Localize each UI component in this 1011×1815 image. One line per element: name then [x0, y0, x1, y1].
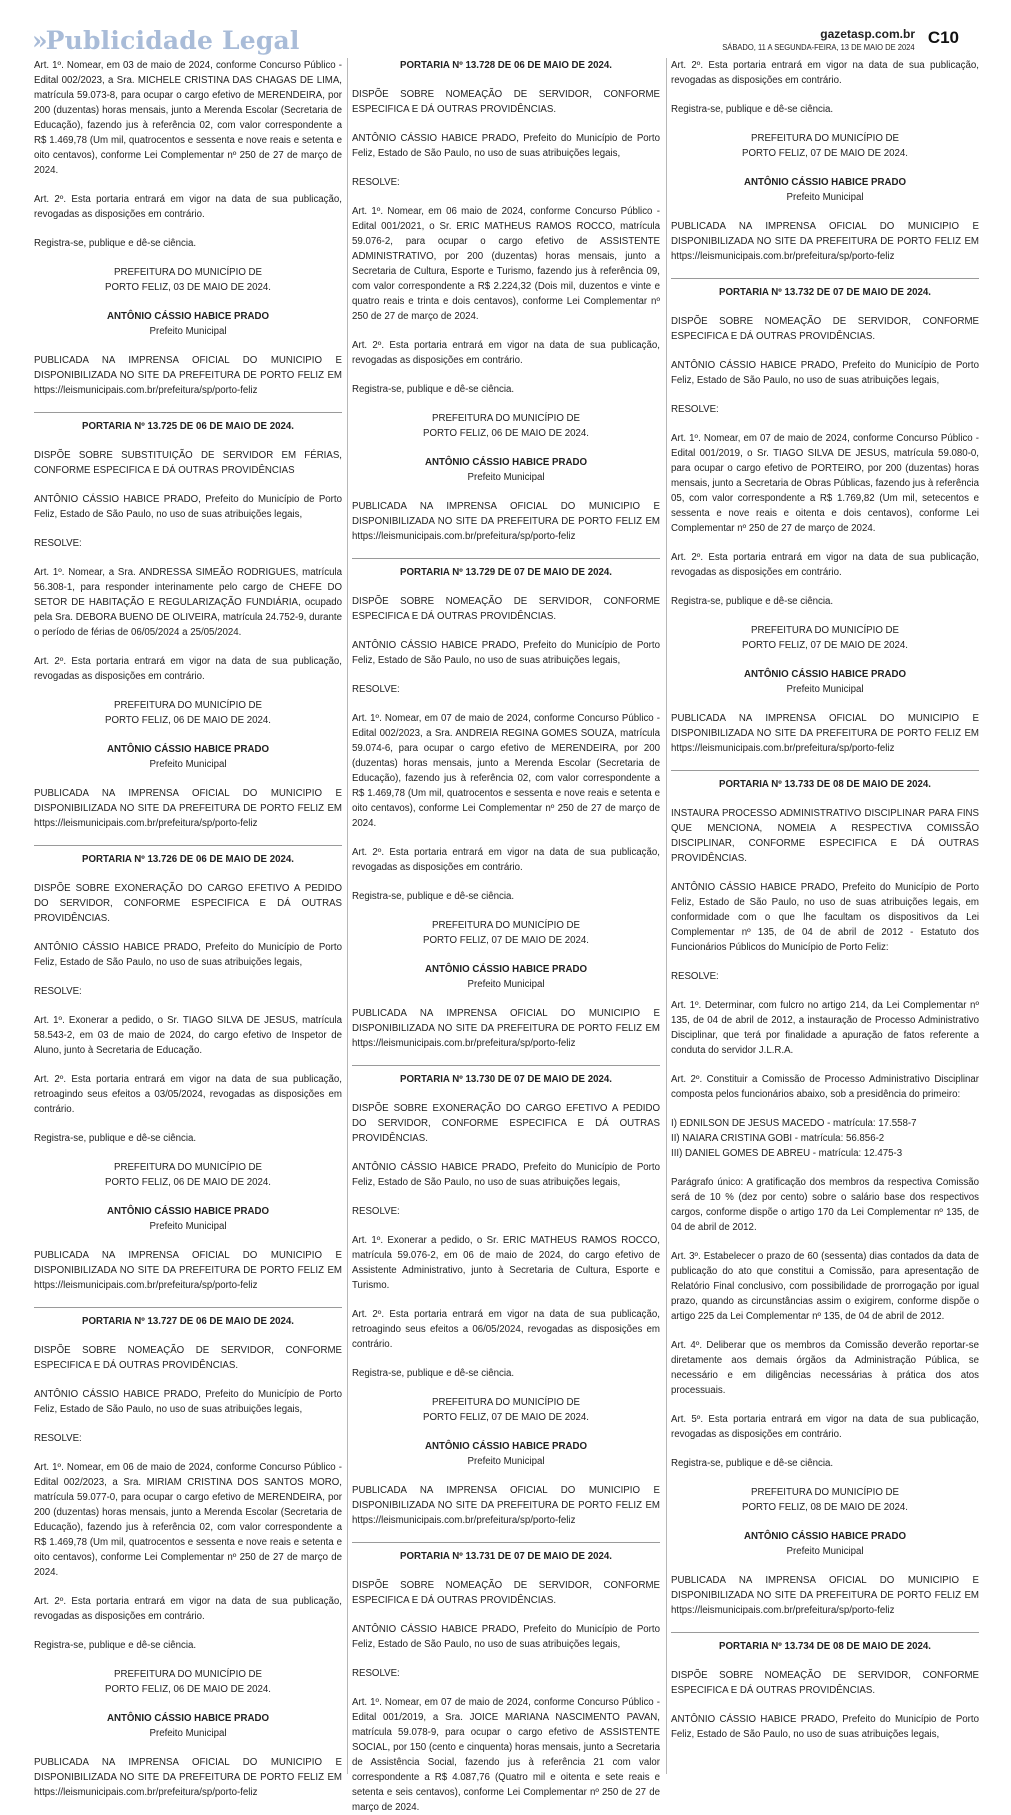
paragraph: Parágrafo único: A gratificação dos membros da respectiva Comissão será de 10 % (dez por cento) sobre o salário base dos respectivos cargos, conforme dispõe o artigo 170 da Lei Complementar nº 135, de 04 de abril de 2012. [671, 1177, 979, 1233]
paragraph: Art. 2º. Esta portaria entrará em vigor na data de sua publicação, revogadas as disposições em contrário. [352, 847, 660, 873]
signatory-name: ANTÔNIO CÁSSIO HABICE PRADO [743, 669, 906, 680]
paragraph: RESOLVE: [352, 1206, 400, 1217]
signatory-name: ANTÔNIO CÁSSIO HABICE PRADO [743, 1531, 906, 1542]
paragraph: Art. 1º. Nomear, em 07 de maio de 2024, conforme Concurso Público - Edital 001/2019, a Sra. JOICE MARIANA NASCIMENTO PAVAN, matrícula 59.078-9, para ocupar o cargo efetivo de ASSISTENTE SOCIAL, por 150 (cento e cinquenta) horas mensais, junto a Secretaria de Assistência Social, fazendo jus à referência 21 com valor correspondente a R$ 4.087,76 (Quatro mil e oitenta e sete reais e setenta e seis centavos), conforme Lei Complementar nº 250 de 27 de março de 2024. [352, 1697, 660, 1813]
portaria-heading: PORTARIA Nº 13.730 DE 07 DE MAIO DE 2024. [352, 1065, 660, 1087]
paragraph: ANTÔNIO CÁSSIO HABICE PRADO, Prefeito do Município de Porto Feliz, Estado de São Paulo, no uso de suas atribuições legais, [671, 1714, 979, 1740]
signatory-name: ANTÔNIO CÁSSIO HABICE PRADO [424, 1441, 587, 1452]
paragraph: PUBLICADA NA IMPRENSA OFICIAL DO MUNICIPIO E DISPONIBILIZADA NO SITE DA PREFEITURA DE PORTO FELIZ EM https://leismunicipais.com.br/prefeitura/sp/porto-feliz [671, 713, 979, 754]
signatory-name: ANTÔNIO CÁSSIO HABICE PRADO [106, 311, 269, 322]
paragraph: DISPÕE SOBRE NOMEAÇÃO DE SERVIDOR, CONFORME ESPECIFICA E DÁ OUTRAS PROVIDÊNCIAS. [34, 1345, 342, 1371]
paragraph: RESOLVE: [34, 986, 82, 997]
article-columns [34, 58, 980, 1813]
paragraph: RESOLVE: [352, 177, 400, 188]
paragraph: RESOLVE: [352, 684, 400, 695]
column-2 [352, 58, 660, 1813]
signature-place-date: PREFEITURA DO MUNICÍPIO DE PORTO FELIZ, 07 DE MAIO DE 2024. [741, 625, 908, 651]
column-divider [347, 58, 348, 1774]
page-number: C10 [927, 28, 959, 47]
paragraph: Registra-se, publique e dê-se ciência. [671, 1458, 834, 1469]
paragraph: INSTAURA PROCESSO ADMINISTRATIVO DISCIPLINAR PARA FINS QUE MENCIONA, NOMEIA A RESPECTIVA COMISSÃO DISCIPLINAR, CONFORME ESPECIFICA E DÁ OUTRAS PROVIDÊNCIAS. [671, 808, 979, 864]
signature-place-date: PREFEITURA DO MUNICÍPIO DE PORTO FELIZ, 06 DE MAIO DE 2024. [104, 1669, 271, 1695]
paragraph: Art. 4º. Deliberar que os membros da Comissão deverão reportar-se diretamente aos demais órgãos da Administração Pública, se necessário e em diligências necessárias à prática dos atos processuais. [671, 1340, 979, 1396]
edition-date: SÁBADO, 11 A SEGUNDA-FEIRA, 13 DE MAIO DE 2024 [722, 42, 915, 52]
column-1 [34, 58, 342, 1798]
signatory-title: Prefeito Municipal [149, 759, 227, 770]
paragraph: PUBLICADA NA IMPRENSA OFICIAL DO MUNICIPIO E DISPONIBILIZADA NO SITE DA PREFEITURA DE PORTO FELIZ EM https://leismunicipais.com.br/prefeitura/sp/porto-feliz [34, 1757, 342, 1798]
paragraph: DISPÕE SOBRE NOMEAÇÃO DE SERVIDOR, CONFORME ESPECIFICA E DÁ OUTRAS PROVIDÊNCIAS. [352, 1580, 660, 1606]
signatory-name: ANTÔNIO CÁSSIO HABICE PRADO [106, 1713, 269, 1724]
signatory-title: Prefeito Municipal [467, 979, 545, 990]
portaria-heading: PORTARIA Nº 13.733 DE 08 DE MAIO DE 2024. [671, 770, 979, 792]
paragraph: Art. 1º. Exonerar a pedido, o Sr. TIAGO SILVA DE JESUS, matrícula 58.543-2, em 03 de maio de 2024, do cargo efetivo de Inspetor de Aluno, junto à Secretaria de Educação. [34, 1015, 342, 1056]
signature-place-date: PREFEITURA DO MUNICÍPIO DE PORTO FELIZ, 08 DE MAIO DE 2024. [741, 1487, 908, 1513]
paragraph: Art. 1º. Nomear, em 07 de maio de 2024, conforme Concurso Público - Edital 002/2023, a Sra. ANDREIA REGINA GOMES SOUZA, matrícula 59.074-6, para ocupar o cargo efetivo de MERENDEIRA, por 200 (duzentas) horas mensais, junto a Merenda Escolar (Secretaria de Educação), fazendo jus à referência 02, com valor correspondente a R$ 1.469,78 (Um mil, quatrocentos e sessenta e nove reais e setenta e oito centavos), conforme Lei Complementar nº 250 de 27 de março de 2024. [352, 713, 660, 829]
paragraph: PUBLICADA NA IMPRENSA OFICIAL DO MUNICIPIO E DISPONIBILIZADA NO SITE DA PREFEITURA DE PORTO FELIZ EM https://leismunicipais.com.br/prefeitura/sp/porto-feliz [34, 788, 342, 829]
paragraph: PUBLICADA NA IMPRENSA OFICIAL DO MUNICIPIO E DISPONIBILIZADA NO SITE DA PREFEITURA DE PORTO FELIZ EM https://leismunicipais.com.br/prefeitura/sp/porto-feliz [671, 221, 979, 262]
list-item: III) DANIEL GOMES DE ABREU - matrícula: 12.475-3 [671, 1148, 903, 1159]
signature-place-date: PREFEITURA DO MUNICÍPIO DE PORTO FELIZ, 03 DE MAIO DE 2024. [104, 267, 271, 293]
paragraph: DISPÕE SOBRE NOMEAÇÃO DE SERVIDOR, CONFORME ESPECIFICA E DÁ OUTRAS PROVIDÊNCIAS. [352, 89, 660, 115]
signatory-name: ANTÔNIO CÁSSIO HABICE PRADO [106, 744, 269, 755]
signatory-name: ANTÔNIO CÁSSIO HABICE PRADO [424, 964, 587, 975]
paragraph: ANTÔNIO CÁSSIO HABICE PRADO, Prefeito do Município de Porto Feliz, Estado de São Paulo, no uso de suas atribuições legais, [34, 494, 342, 520]
paragraph: Art. 2º. Esta portaria entrará em vigor na data de sua publicação, revogadas as disposições em contrário. [671, 552, 979, 578]
paragraph: Art. 5º. Esta portaria entrará em vigor na data de sua publicação, revogadas as disposições em contrário. [671, 1414, 979, 1440]
paragraph: Art. 2º. Esta portaria entrará em vigor na data de sua publicação, revogadas as disposições em contrário. [671, 60, 979, 86]
signatory-title: Prefeito Municipal [149, 1221, 227, 1232]
signature-place-date: PREFEITURA DO MUNICÍPIO DE PORTO FELIZ, 07 DE MAIO DE 2024. [741, 133, 908, 159]
portaria-heading: PORTARIA Nº 13.734 DE 08 DE MAIO DE 2024. [671, 1632, 979, 1654]
column-divider [666, 58, 667, 1774]
paragraph: PUBLICADA NA IMPRENSA OFICIAL DO MUNICIPIO E DISPONIBILIZADA NO SITE DA PREFEITURA DE PORTO FELIZ EM https://leismunicipais.com.br/prefeitura/sp/porto-feliz [352, 1485, 660, 1526]
signatory-title: Prefeito Municipal [149, 326, 227, 337]
portaria-heading: PORTARIA Nº 13.725 DE 06 DE MAIO DE 2024. [34, 412, 342, 434]
paragraph: Art. 2º. Esta portaria entrará em vigor na data de sua publicação, revogadas as disposições em contrário. [352, 340, 660, 366]
paragraph: Art. 1º. Nomear, em 03 de maio de 2024, conforme Concurso Público - Edital 002/2023, a Sra. MICHELE CRISTINA DAS CHAGAS DE LIMA, matrícula 59.073-8, para ocupar o cargo efetivo de MERENDEIRA, por 200 (duzentas) horas mensais, junto a Merenda Escolar (Secretaria de Educação), fazendo jus à referência 02, com valor correspondente a R$ 1.469,78 (Um mil, quatrocentos e sessenta e nove reais e setenta e oito centavos), conforme Lei Complementar nº 250 de 27 de março de 2024. [34, 60, 342, 176]
paragraph: ANTÔNIO CÁSSIO HABICE PRADO, Prefeito do Município de Porto Feliz, Estado de São Paulo, no uso de suas atribuições legais, [352, 640, 660, 666]
paragraph: PUBLICADA NA IMPRENSA OFICIAL DO MUNICIPIO E DISPONIBILIZADA NO SITE DA PREFEITURA DE PORTO FELIZ EM https://leismunicipais.com.br/prefeitura/sp/porto-feliz [352, 501, 660, 542]
signatory-title: Prefeito Municipal [467, 1456, 545, 1467]
paragraph: Art. 2º. Esta portaria entrará em vigor na data de sua publicação, revogadas as disposições em contrário. [34, 656, 342, 682]
paragraph: Art. 1º. Exonerar a pedido, o Sr. ERIC MATHEUS RAMOS ROCCO, matrícula 59.076-2, em 06 de maio de 2024, do cargo efetivo de Assistente Administrativo, junto à Secretaria de Cultura, Esporte e Turismo. [352, 1235, 660, 1291]
portaria-heading: PORTARIA Nº 13.731 DE 07 DE MAIO DE 2024. [352, 1542, 660, 1564]
paragraph: Registra-se, publique e dê-se ciência. [34, 1133, 197, 1144]
signatory-title: Prefeito Municipal [149, 1728, 227, 1739]
column-3 [671, 58, 979, 1774]
paragraph: Registra-se, publique e dê-se ciência. [352, 891, 515, 902]
signature-place-date: PREFEITURA DO MUNICÍPIO DE PORTO FELIZ, 07 DE MAIO DE 2024. [422, 1397, 589, 1423]
paragraph: Art. 2º. Esta portaria entrará em vigor na data de sua publicação, retroagindo seus efeitos a 03/05/2024, revogadas as disposições em contrário. [34, 1074, 342, 1115]
signatory-name: ANTÔNIO CÁSSIO HABICE PRADO [106, 1206, 269, 1217]
paragraph: Registra-se, publique e dê-se ciência. [352, 1368, 515, 1379]
paragraph: Registra-se, publique e dê-se ciência. [671, 104, 834, 115]
paragraph: Registra-se, publique e dê-se ciência. [352, 384, 515, 395]
paragraph: DISPÕE SOBRE EXONERAÇÃO DO CARGO EFETIVO A PEDIDO DO SERVIDOR, CONFORME ESPECIFICA E DÁ OUTRAS PROVIDÊNCIAS. [34, 883, 342, 924]
paragraph: ANTÔNIO CÁSSIO HABICE PRADO, Prefeito do Município de Porto Feliz, Estado de São Paulo, no uso de suas atribuições legais, [34, 1389, 342, 1415]
paragraph: Registra-se, publique e dê-se ciência. [34, 238, 197, 249]
paragraph: DISPÕE SOBRE SUBSTITUIÇÃO DE SERVIDOR EM FÉRIAS, CONFORME ESPECIFICA E DÁ OUTRAS PROVIDÊNCIAS [34, 450, 342, 476]
paragraph: PUBLICADA NA IMPRENSA OFICIAL DO MUNICIPIO E DISPONIBILIZADA NO SITE DA PREFEITURA DE PORTO FELIZ EM https://leismunicipais.com.br/prefeitura/sp/porto-feliz [671, 1575, 979, 1616]
paragraph: Registra-se, publique e dê-se ciência. [671, 596, 834, 607]
commission-members-list [671, 1116, 979, 1161]
paragraph: RESOLVE: [352, 1668, 400, 1679]
portaria-heading: PORTARIA Nº 13.727 DE 06 DE MAIO DE 2024. [34, 1307, 342, 1329]
paragraph: DISPÕE SOBRE NOMEAÇÃO DE SERVIDOR, CONFORME ESPECIFICA E DÁ OUTRAS PROVIDÊNCIAS. [671, 1670, 979, 1696]
paragraph: PUBLICADA NA IMPRENSA OFICIAL DO MUNICIPIO E DISPONIBILIZADA NO SITE DA PREFEITURA DE PORTO FELIZ EM https://leismunicipais.com.br/prefeitura/sp/porto-feliz [352, 1008, 660, 1049]
signatory-title: Prefeito Municipal [786, 684, 864, 695]
signatory-name: ANTÔNIO CÁSSIO HABICE PRADO [743, 177, 906, 188]
paragraph: Art. 2º. Constituir a Comissão de Processo Administrativo Disciplinar composta pelos funcionários abaixo, sob a presidência do primeiro: [671, 1074, 979, 1100]
paragraph: PUBLICADA NA IMPRENSA OFICIAL DO MUNICIPIO E DISPONIBILIZADA NO SITE DA PREFEITURA DE PORTO FELIZ EM https://leismunicipais.com.br/prefeitura/sp/porto-feliz [34, 355, 342, 396]
signature-place-date: PREFEITURA DO MUNICÍPIO DE PORTO FELIZ, 06 DE MAIO DE 2024. [104, 1162, 271, 1188]
paragraph: DISPÕE SOBRE EXONERAÇÃO DO CARGO EFETIVO A PEDIDO DO SERVIDOR, CONFORME ESPECIFICA E DÁ OUTRAS PROVIDÊNCIAS. [352, 1103, 660, 1144]
paragraph: Art. 2º. Esta portaria entrará em vigor na data de sua publicação, revogadas as disposições em contrário. [34, 194, 342, 220]
paragraph: ANTÔNIO CÁSSIO HABICE PRADO, Prefeito do Município de Porto Feliz, Estado de São Paulo, no uso de suas atribuições legais, [671, 360, 979, 386]
paragraph: Registra-se, publique e dê-se ciência. [34, 1640, 197, 1651]
portaria-heading: PORTARIA Nº 13.726 DE 06 DE MAIO DE 2024. [34, 845, 342, 867]
paragraph: Art. 1º. Nomear, em 06 maio de 2024, conforme Concurso Público - Edital 001/2021, o Sr. ERIC MATHEUS RAMOS ROCCO, matrícula 59.076-2, para ocupar o cargo efetivo de ASSISTENTE ADMINISTRATIVO, por 200 (duzentas) horas mensais, junto a Secretaria de Cultura, Esporte e Turismo, fazendo jus à referência 09, com valor correspondente a R$ 2.224,32 (Dois mil, duzentos e vinte e quatro reais e trinta e dois centavos), conforme Lei Complementar nº 250 de 27 de março de 2024. [352, 206, 660, 322]
portaria-heading: PORTARIA Nº 13.729 DE 07 DE MAIO DE 2024. [352, 558, 660, 580]
paragraph: ANTÔNIO CÁSSIO HABICE PRADO, Prefeito do Município de Porto Feliz, Estado de São Paulo, no uso de suas atribuições legais, [352, 133, 660, 159]
signature-place-date: PREFEITURA DO MUNICÍPIO DE PORTO FELIZ, 06 DE MAIO DE 2024. [422, 413, 589, 439]
paragraph: RESOLVE: [34, 1433, 82, 1444]
paragraph: ANTÔNIO CÁSSIO HABICE PRADO, Prefeito do Município de Porto Feliz, Estado de São Paulo, no uso de suas atribuições legais, [34, 942, 342, 968]
paragraph: DISPÕE SOBRE NOMEAÇÃO DE SERVIDOR, CONFORME ESPECIFICA E DÁ OUTRAS PROVIDÊNCIAS. [352, 596, 660, 622]
section-title-text: Publicidade Legal [45, 26, 300, 55]
paragraph: Art. 1º. Nomear, em 07 de maio de 2024, conforme Concurso Público - Edital 001/2019, o Sr. TIAGO SILVA DE JESUS, matrícula 59.080-0, para ocupar o cargo efetivo de PORTEIRO, por 200 (duzentas) horas mensais, junto a Secretaria de Obras Públicas, fazendo jus à referência 05, com valor correspondente a R$ 1.769,82 (Um mil, setecentos e sessenta e nove reais e oitenta e dois centavos), conforme Lei Complementar nº 250 de 27 de março de 2024. [671, 433, 980, 534]
paragraph: ANTÔNIO CÁSSIO HABICE PRADO, Prefeito do Município de Porto Feliz, Estado de São Paulo, no uso de suas atribuições legais, [352, 1624, 660, 1650]
paragraph: RESOLVE: [34, 538, 82, 549]
paragraph: RESOLVE: [671, 404, 719, 415]
signatory-title: Prefeito Municipal [467, 472, 545, 483]
site-url: gazetasp.com.br [820, 27, 915, 41]
paragraph: ANTÔNIO CÁSSIO HABICE PRADO, Prefeito do Município de Porto Feliz, Estado de São Paulo, no uso de suas atribuições legais, [352, 1162, 660, 1188]
paragraph: Art. 2º. Esta portaria entrará em vigor na data de sua publicação, retroagindo seus efeitos a 06/05/2024, revogadas as disposições em contrário. [352, 1309, 660, 1350]
paragraph: Art. 1º. Determinar, com fulcro no artigo 214, da Lei Complementar nº 135, de 04 de abril de 2012, a instauração de Processo Administrativo Disciplinar, que terá por finalidade a apuração de fatos referente a conduta do servidor J.L.R.A. [671, 1000, 979, 1056]
signatory-title: Prefeito Municipal [786, 192, 864, 203]
list-item: I) EDNILSON DE JESUS MACEDO - matrícula: 17.558-7 [671, 1118, 917, 1129]
signatory-title: Prefeito Municipal [786, 1546, 864, 1557]
paragraph: RESOLVE: [671, 971, 719, 982]
paragraph: Art. 2º. Esta portaria entrará em vigor na data de sua publicação, revogadas as disposições em contrário. [34, 1596, 342, 1622]
paragraph: Art. 3º. Estabelecer o prazo de 60 (sessenta) dias contados da data de publicação do ato que constitui a Comissão, para apresentação de Relatório Final conclusivo, com possibilidade de prorrogação por igual prazo, quando as circunstâncias assim o exigirem, conforme dispõe o artigo 225 da Lei Complementar nº 135, de 04 de abril de 2012. [671, 1251, 979, 1322]
double-chevron-icon: » [32, 26, 42, 55]
paragraph: Art. 1º. Nomear, em 06 de maio de 2024, conforme Concurso Público - Edital 002/2023, a Sra. MIRIAM CRISTINA DOS SANTOS MORO, matrícula 59.077-0, para ocupar o cargo efetivo de MERENDEIRA, por 200 (duzentas) horas mensais, junto a Merenda Escolar (Secretaria de Educação), fazendo jus à referência 02, com valor correspondente a R$ 1.469,78 (Um mil, quatrocentos e sessenta e nove reais e setenta e oito centavos), conforme Lei Complementar nº 250 de 27 de março de 2024. [34, 1462, 342, 1578]
signatory-name: ANTÔNIO CÁSSIO HABICE PRADO [424, 457, 587, 468]
list-item: II) NAIARA CRISTINA GOBI - matrícula: 56.856-2 [671, 1133, 885, 1144]
paragraph: ANTÔNIO CÁSSIO HABICE PRADO, Prefeito do Município de Porto Feliz, Estado de São Paulo, no uso de suas atribuições legais, em conformidade com o que lhe facultam os dispositivos da Lei Complementar nº 135, de 04 de abril de 2012 - Estatuto dos Funcionários Públicos do Município de Porto Feliz: [671, 882, 979, 953]
signature-place-date: PREFEITURA DO MUNICÍPIO DE PORTO FELIZ, 06 DE MAIO DE 2024. [104, 700, 271, 726]
paragraph: Art. 1º. Nomear, a Sra. ANDRESSA SIMEÃO RODRIGUES, matrícula 56.308-1, para responder interinamente pelo cargo de CHEFE DO SETOR DE HABITAÇÃO E REGULARIZAÇÃO FUNDIÁRIA, ocupado pela Sra. DEBORA BUENO DE OLIVEIRA, matrícula 24.752-9, durante o período de férias de 06/05/2024 a 25/05/2024. [34, 567, 342, 638]
paragraph: PUBLICADA NA IMPRENSA OFICIAL DO MUNICIPIO E DISPONIBILIZADA NO SITE DA PREFEITURA DE PORTO FELIZ EM https://leismunicipais.com.br/prefeitura/sp/porto-feliz [34, 1250, 342, 1291]
section-title [32, 26, 300, 55]
portaria-heading: PORTARIA Nº 13.728 DE 06 DE MAIO DE 2024. [400, 60, 612, 71]
portaria-heading: PORTARIA Nº 13.732 DE 07 DE MAIO DE 2024. [671, 278, 979, 300]
paragraph: DISPÕE SOBRE NOMEAÇÃO DE SERVIDOR, CONFORME ESPECIFICA E DÁ OUTRAS PROVIDÊNCIAS. [671, 316, 979, 342]
signature-place-date: PREFEITURA DO MUNICÍPIO DE PORTO FELIZ, 07 DE MAIO DE 2024. [422, 920, 589, 946]
